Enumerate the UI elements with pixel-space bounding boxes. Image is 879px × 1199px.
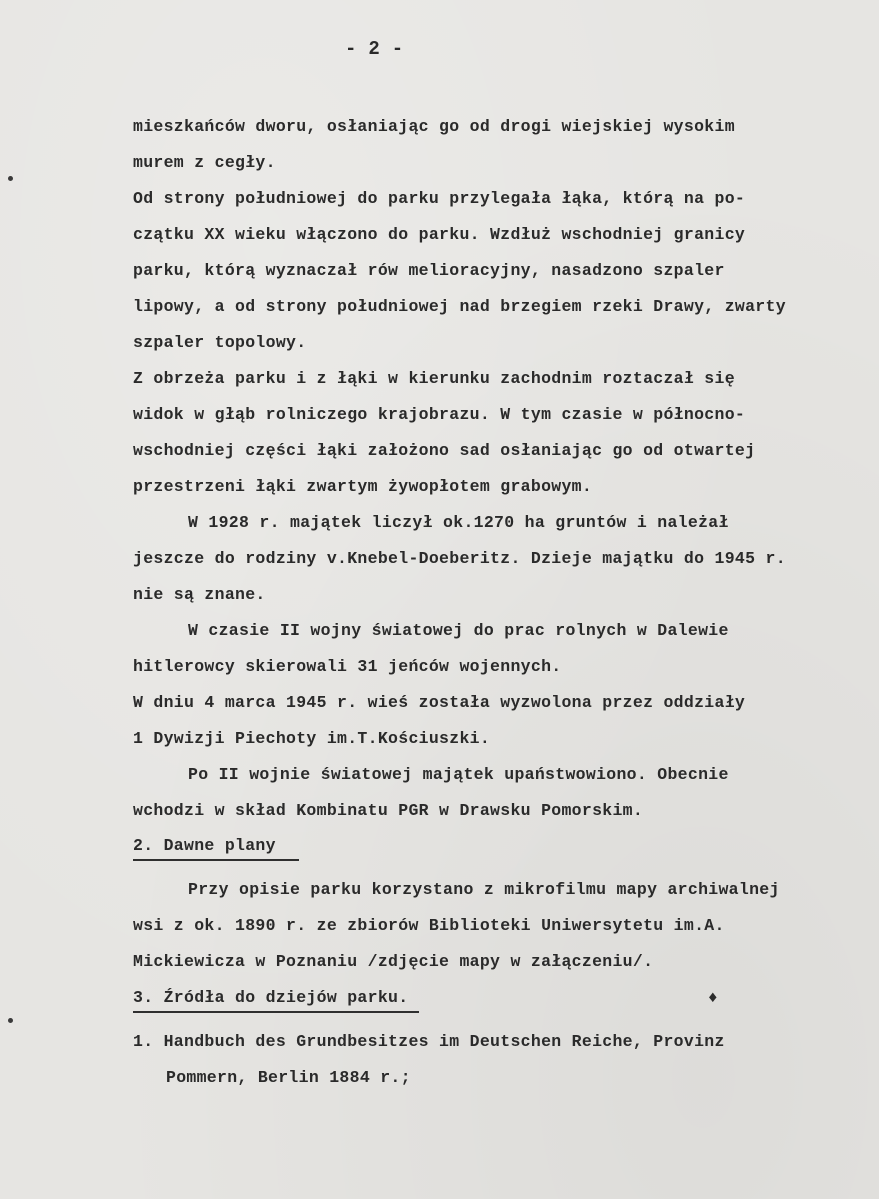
body-line: jeszcze do rodziny v.Knebel-Doeberitz. Dzieje majątku do 1945 r. xyxy=(133,549,786,568)
body-line: W czasie II wojny światowej do prac rolnych w Dalewie xyxy=(188,621,729,640)
section-2-line: wsi z ok. 1890 r. ze zbiorów Biblioteki Uniwersytetu im.A. xyxy=(133,916,725,935)
body-line: mieszkańców dworu, osłaniając go od drogi wiejskiej wysokim xyxy=(133,117,735,136)
body-line: lipowy, a od strony południowej nad brzegiem rzeki Drawy, zwarty xyxy=(133,297,786,316)
margin-mark-bottom xyxy=(8,1018,13,1023)
body-line: szpaler topolowy. xyxy=(133,333,307,352)
body-line: wschodniej części łąki założono sad osłaniając go od otwartej xyxy=(133,441,756,460)
section-2-line: Przy opisie parku korzystano z mikrofilmu mapy archiwalnej xyxy=(188,880,780,899)
section-2-heading: 2. Dawne plany xyxy=(133,836,276,855)
body-line: murem z cegły. xyxy=(133,153,276,172)
margin-mark-top xyxy=(8,176,13,181)
body-line: widok w głąb rolniczego krajobrazu. W tym czasie w północno- xyxy=(133,405,746,424)
section-3-line: 1. Handbuch des Grundbesitzes im Deutschen Reiche, Provinz xyxy=(133,1032,725,1051)
body-line: hitlerowcy skierowali 31 jeńców wojennych. xyxy=(133,657,562,676)
ink-blot: ♦ xyxy=(708,989,718,1007)
body-line: przestrzeni łąki zwartym żywopłotem grabowym. xyxy=(133,477,593,496)
body-line: Z obrzeża parku i z łąki w kierunku zachodnim roztaczał się xyxy=(133,369,735,388)
body-line: W dniu 4 marca 1945 r. wieś została wyzwolona przez oddziały xyxy=(133,693,746,712)
section-3-underline xyxy=(133,1011,419,1013)
section-3-heading: 3. Źródła do dziejów parku. xyxy=(133,988,409,1007)
body-line: W 1928 r. majątek liczył ok.1270 ha gruntów i należał xyxy=(188,513,729,532)
section-2-line: Mickiewicza w Poznaniu /zdjęcie mapy w załączeniu/. xyxy=(133,952,654,971)
body-line: parku, którą wyznaczał rów melioracyjny, nasadzono szpaler xyxy=(133,261,725,280)
body-line: czątku XX wieku włączono do parku. Wzdłuż wschodniej granicy xyxy=(133,225,746,244)
body-line: wchodzi w skład Kombinatu PGR w Drawsku Pomorskim. xyxy=(133,801,644,820)
body-line: Po II wojnie światowej majątek upaństwowiono. Obecnie xyxy=(188,765,729,784)
section-2-underline xyxy=(133,859,299,861)
body-line: nie są znane. xyxy=(133,585,266,604)
page-number: - 2 - xyxy=(345,38,404,60)
body-line: Od strony południowej do parku przylegała łąka, którą na po- xyxy=(133,189,746,208)
section-3-line: Pommern, Berlin 1884 r.; xyxy=(166,1068,411,1087)
body-line: 1 Dywizji Piechoty im.T.Kościuszki. xyxy=(133,729,491,748)
